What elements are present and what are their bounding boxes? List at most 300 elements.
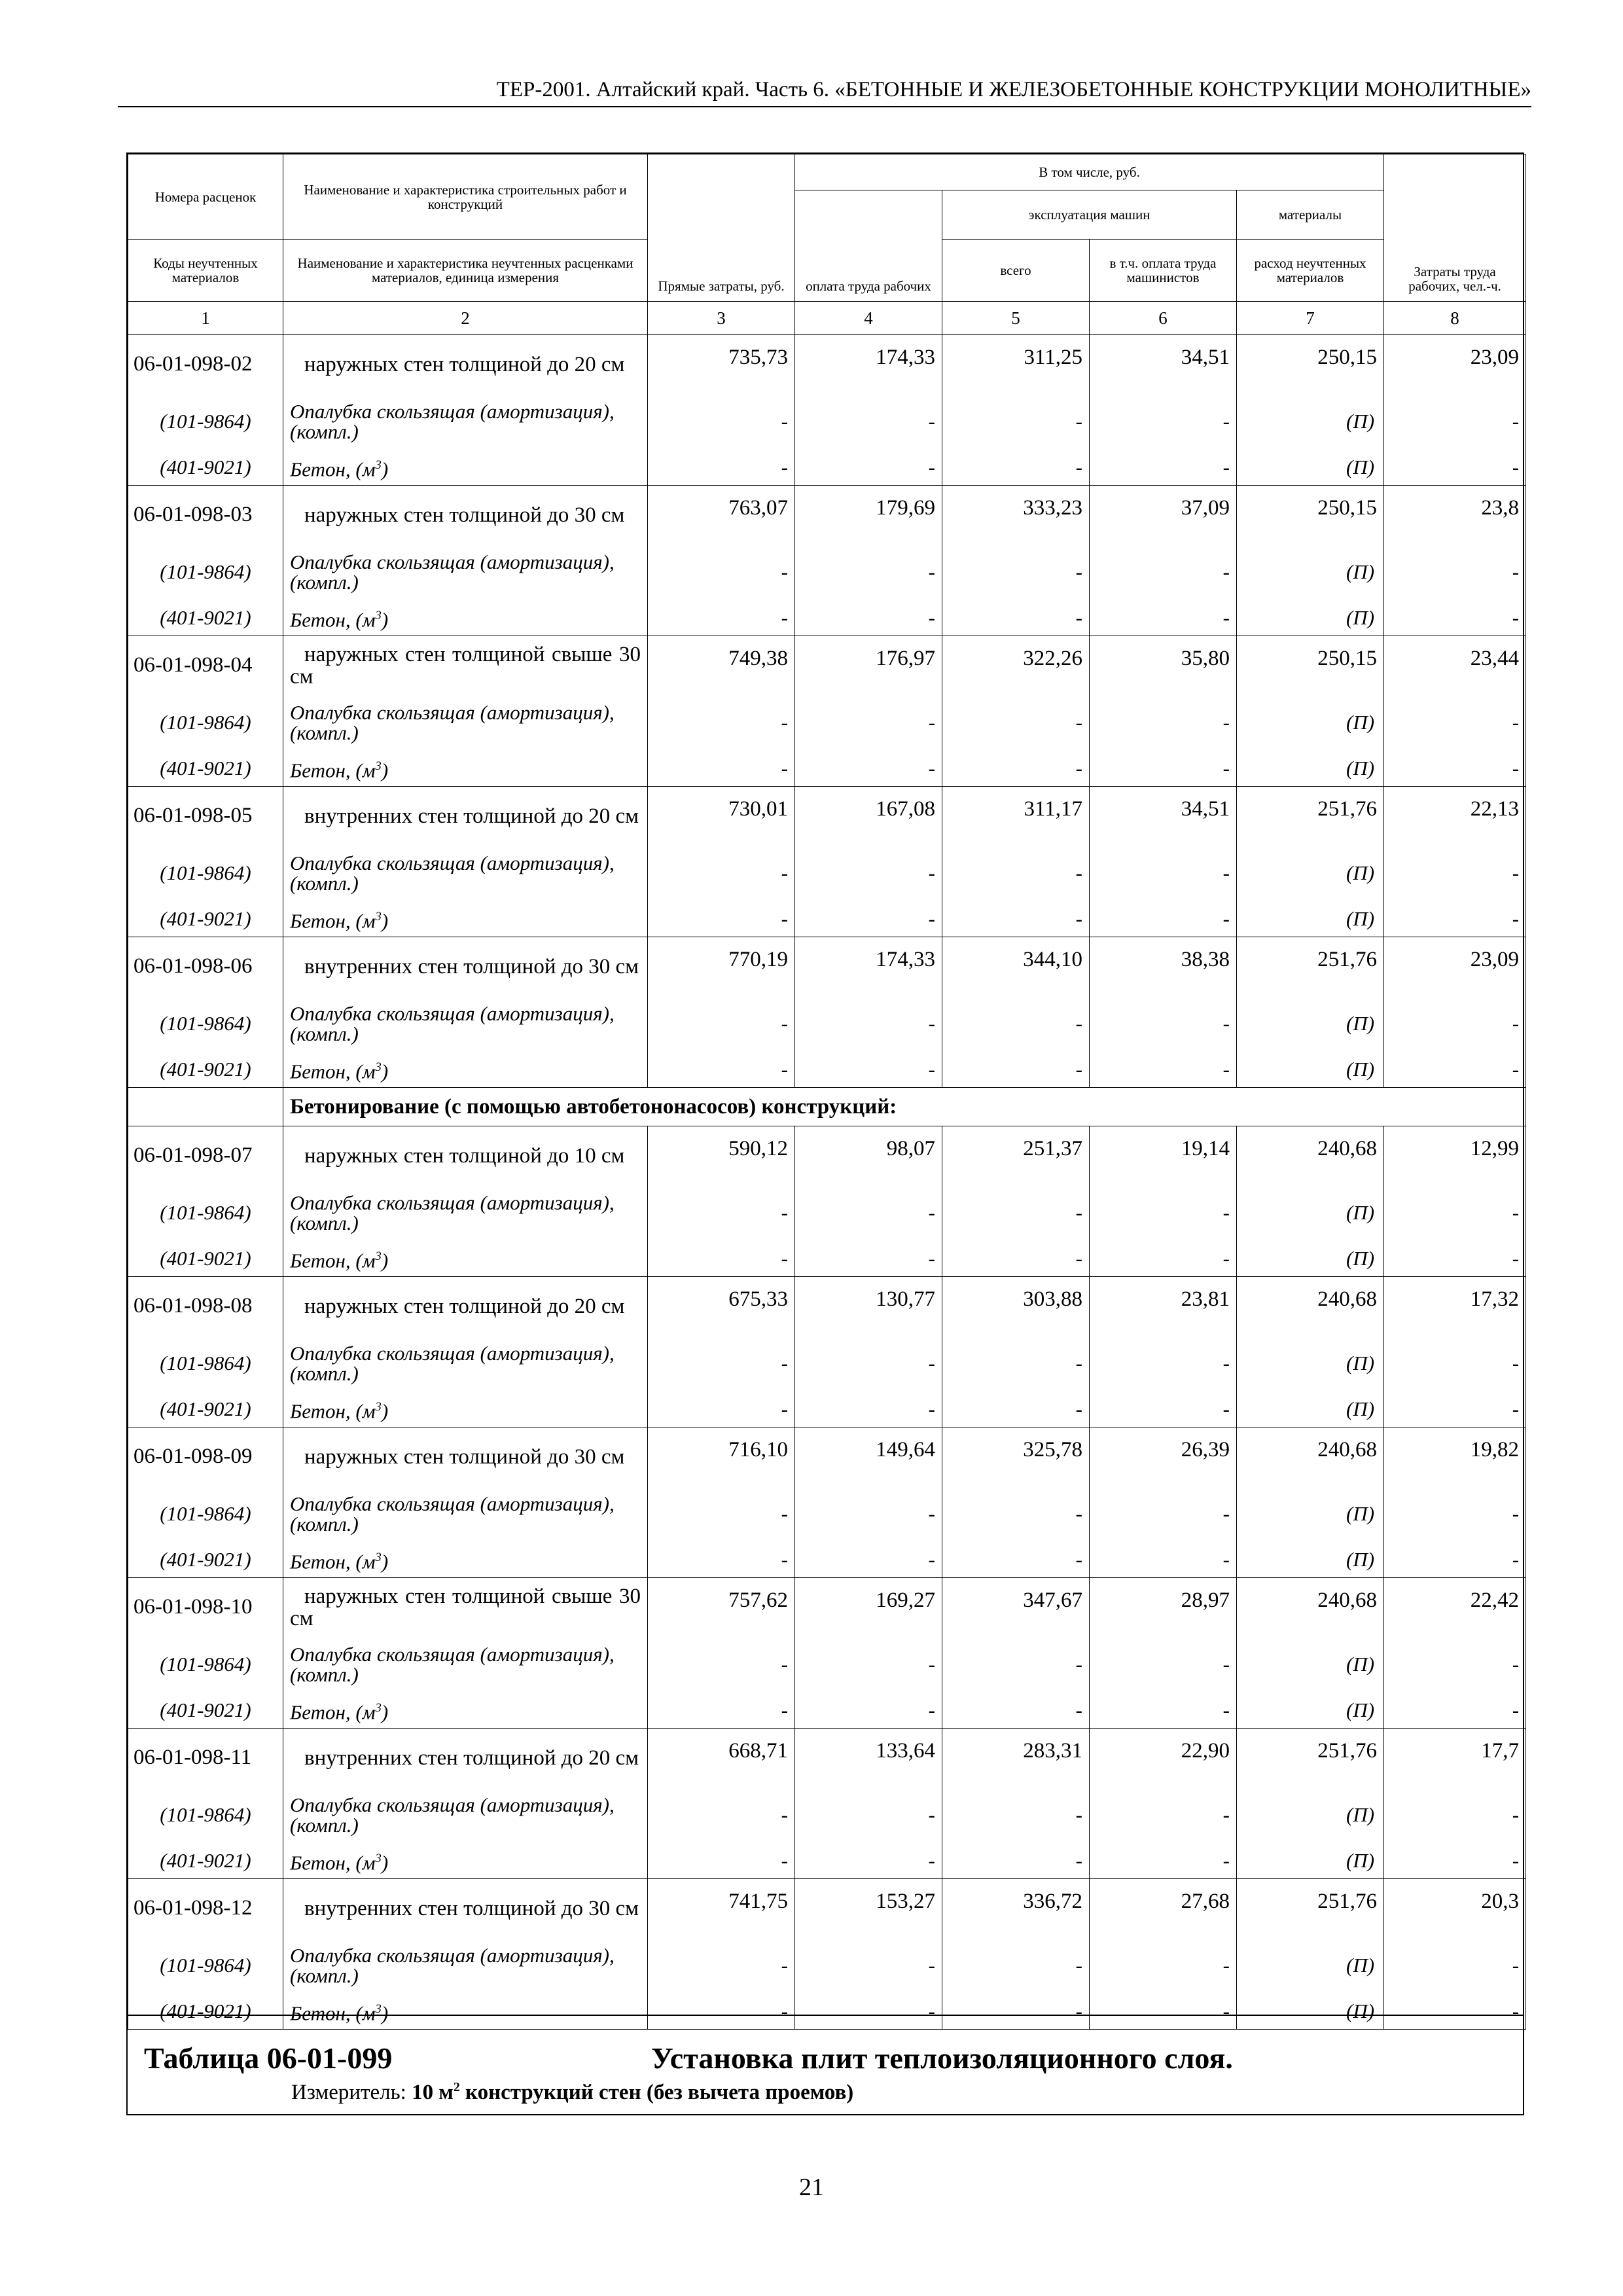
material-value: - (795, 751, 942, 787)
col1-header-top: Номера расценок (128, 154, 283, 240)
material-value: - (1384, 751, 1526, 787)
material-name: Бетон, $(м^3)$ (283, 1241, 648, 1277)
material-code: (101-9864) (128, 996, 283, 1052)
rate-value: 675,33 (648, 1277, 795, 1336)
rate-value: 333,23 (942, 486, 1090, 545)
material-value: - (795, 1843, 942, 1879)
rate-value: 730,01 (648, 787, 795, 846)
material-row (128, 394, 1526, 450)
rate-value: 17,32 (1384, 1277, 1526, 1336)
material-value: - (1384, 1637, 1526, 1693)
material-value: - (942, 1241, 1090, 1277)
rate-name: наружных стен толщиной свыше 30 см (283, 1578, 648, 1637)
rate-value: 28,97 (1090, 1578, 1237, 1637)
material-value: - (648, 600, 795, 636)
material-value: - (942, 1637, 1090, 1693)
material-code: (101-9864) (128, 1938, 283, 1994)
page-number: 21 (799, 2174, 824, 2201)
material-name: Опалубка скользящая (амортизация), (компл.) (283, 394, 648, 450)
col4-header: оплата труда рабочих (795, 190, 942, 302)
rate-row (128, 486, 1526, 545)
material-row (128, 1637, 1526, 1693)
material-value: - (795, 1185, 942, 1241)
material-value: - (942, 394, 1090, 450)
material-value: (П) (1237, 1486, 1384, 1542)
material-code: (101-9864) (128, 1185, 283, 1241)
material-value: - (942, 901, 1090, 937)
table-header (128, 154, 1526, 335)
column-number: 1 (128, 302, 283, 335)
material-value: - (648, 695, 795, 751)
material-value: - (1384, 600, 1526, 636)
material-value: - (648, 996, 795, 1052)
material-value: - (942, 1994, 1090, 2030)
material-value: - (1384, 1994, 1526, 2030)
rate-value: 34,51 (1090, 335, 1237, 394)
rate-value: 763,07 (648, 486, 795, 545)
column-number: 2 (283, 302, 648, 335)
material-name: Опалубка скользящая (амортизация), (компл.) (283, 1486, 648, 1542)
rate-value: 251,76 (1237, 1729, 1384, 1787)
rate-value: 251,76 (1237, 937, 1384, 996)
material-value: - (648, 394, 795, 450)
material-value: - (1090, 1486, 1237, 1542)
material-name: Бетон, $(м^3)$ (283, 1693, 648, 1729)
rate-value: 130,77 (795, 1277, 942, 1336)
rate-value: 250,15 (1237, 486, 1384, 545)
material-value: (П) (1237, 1693, 1384, 1729)
material-name: Опалубка скользящая (амортизация), (компл.) (283, 695, 648, 751)
rate-value: 668,71 (648, 1729, 795, 1787)
material-code: (401-9021) (128, 1693, 283, 1729)
rate-name: внутренних стен толщиной до 20 см (283, 1729, 648, 1787)
material-value: - (1384, 695, 1526, 751)
material-code: (401-9021) (128, 1542, 283, 1578)
material-code: (401-9021) (128, 1391, 283, 1427)
material-code: (401-9021) (128, 1843, 283, 1879)
material-value: - (795, 1693, 942, 1729)
measure-label: Измеритель: (291, 2081, 406, 2104)
material-code: (401-9021) (128, 901, 283, 937)
material-value: (П) (1237, 1938, 1384, 1994)
material-value: - (648, 1693, 795, 1729)
col2-header-top: Наименование и характеристика строительных работ и конструкций (283, 154, 648, 240)
rate-value: 22,42 (1384, 1578, 1526, 1637)
column-number: 4 (795, 302, 942, 335)
rate-row (128, 1729, 1526, 1787)
rate-code: 06-01-098-07 (128, 1126, 283, 1185)
material-code: (401-9021) (128, 751, 283, 787)
material-value: - (1384, 846, 1526, 901)
material-value: - (1384, 450, 1526, 486)
next-table-block (126, 2015, 1524, 2115)
material-value: - (795, 901, 942, 937)
rate-code: 06-01-098-02 (128, 335, 283, 394)
rate-name: внутренних стен толщиной до 30 см (283, 1879, 648, 1938)
rate-value: 251,76 (1237, 1879, 1384, 1938)
rate-value: 322,26 (942, 636, 1090, 695)
material-row (128, 1486, 1526, 1542)
col8-header: Затраты труда рабочих, чел.-ч. (1384, 154, 1526, 302)
rate-value: 179,69 (795, 486, 942, 545)
material-code: (401-9021) (128, 1241, 283, 1277)
material-value: - (648, 1336, 795, 1391)
rate-row (128, 787, 1526, 846)
rate-name: наружных стен толщиной до 20 см (283, 335, 648, 394)
material-row (128, 751, 1526, 787)
material-value: - (648, 901, 795, 937)
rate-value: 251,76 (1237, 787, 1384, 846)
material-name: Опалубка скользящая (амортизация), (компл.) (283, 1637, 648, 1693)
group-header: В том числе, руб. (795, 154, 1384, 190)
material-row (128, 545, 1526, 600)
material-value: - (795, 394, 942, 450)
rate-name: наружных стен толщиной до 20 см (283, 1277, 648, 1336)
material-value: - (648, 1185, 795, 1241)
material-value: - (1090, 751, 1237, 787)
material-value: - (795, 1994, 942, 2030)
column-number: 8 (1384, 302, 1526, 335)
rate-row (128, 636, 1526, 695)
material-value: (П) (1237, 394, 1384, 450)
material-row (128, 600, 1526, 636)
material-row (128, 996, 1526, 1052)
material-name: Опалубка скользящая (амортизация), (компл.) (283, 846, 648, 901)
rate-code: 06-01-098-11 (128, 1729, 283, 1787)
material-code: (101-9864) (128, 695, 283, 751)
rate-name: внутренних стен толщиной до 20 см (283, 787, 648, 846)
rate-value: 311,17 (942, 787, 1090, 846)
rate-row (128, 335, 1526, 394)
rate-value: 716,10 (648, 1427, 795, 1486)
rate-value: 133,64 (795, 1729, 942, 1787)
material-code: (101-9864) (128, 1637, 283, 1693)
rate-value: 38,38 (1090, 937, 1237, 996)
rate-value: 23,09 (1384, 937, 1526, 996)
rate-row (128, 937, 1526, 996)
section-heading: Бетонирование (с помощью автобетононасосов) конструкций: (283, 1088, 1526, 1126)
material-row (128, 1787, 1526, 1843)
column-numbers-row (128, 302, 1526, 335)
material-value: - (1384, 1185, 1526, 1241)
material-row (128, 1843, 1526, 1879)
material-value: - (942, 450, 1090, 486)
material-row (128, 1391, 1526, 1427)
rate-code: 06-01-098-08 (128, 1277, 283, 1336)
rate-value: 19,82 (1384, 1427, 1526, 1486)
rate-value: 240,68 (1237, 1578, 1384, 1637)
rate-value: 34,51 (1090, 787, 1237, 846)
material-value: - (648, 1052, 795, 1088)
material-value: - (795, 1391, 942, 1427)
material-name: Опалубка скользящая (амортизация), (компл.) (283, 545, 648, 600)
rate-value: 347,67 (942, 1578, 1090, 1637)
rate-value: 20,3 (1384, 1879, 1526, 1938)
material-name: Бетон, $(м^3)$ (283, 600, 648, 636)
material-value: (П) (1237, 751, 1384, 787)
material-value: (П) (1237, 1994, 1384, 2030)
rate-row (128, 1578, 1526, 1637)
material-value: - (1384, 1486, 1526, 1542)
rate-value: 149,64 (795, 1427, 942, 1486)
rate-value: 735,73 (648, 335, 795, 394)
material-value: - (648, 751, 795, 787)
rate-value: 23,09 (1384, 335, 1526, 394)
material-row (128, 846, 1526, 901)
rate-value: 23,8 (1384, 486, 1526, 545)
material-value: - (795, 1637, 942, 1693)
material-value: (П) (1237, 450, 1384, 486)
material-value: - (1090, 394, 1237, 450)
rate-row (128, 1277, 1526, 1336)
rate-code: 06-01-098-03 (128, 486, 283, 545)
material-value: - (795, 695, 942, 751)
material-row (128, 1185, 1526, 1241)
rate-row (128, 1427, 1526, 1486)
material-value: - (795, 1787, 942, 1843)
material-code: (101-9864) (128, 545, 283, 600)
col7-header: расход неучтенных материалов (1237, 240, 1384, 302)
material-value: (П) (1237, 545, 1384, 600)
rate-name: наружных стен толщиной до 10 см (283, 1126, 648, 1185)
rate-value: 336,72 (942, 1879, 1090, 1938)
material-value: - (1090, 1336, 1237, 1391)
rate-value: 250,15 (1237, 636, 1384, 695)
rate-code: 06-01-098-04 (128, 636, 283, 695)
material-name: Бетон, $(м^3)$ (283, 1843, 648, 1879)
material-name: Бетон, $(м^3)$ (283, 901, 648, 937)
rate-value: 770,19 (648, 937, 795, 996)
material-value: - (1384, 996, 1526, 1052)
material-value: - (942, 1843, 1090, 1879)
material-value: - (942, 1542, 1090, 1578)
material-name: Опалубка скользящая (амортизация), (компл.) (283, 1336, 648, 1391)
material-value: - (942, 751, 1090, 787)
material-row (128, 1693, 1526, 1729)
material-value: (П) (1237, 1787, 1384, 1843)
material-value: - (795, 1486, 942, 1542)
material-value: - (1090, 1693, 1237, 1729)
rate-value: 174,33 (795, 335, 942, 394)
material-value: (П) (1237, 1336, 1384, 1391)
rate-value: 153,27 (795, 1879, 942, 1938)
material-value: - (942, 600, 1090, 636)
material-value: - (1384, 545, 1526, 600)
rate-value: 37,09 (1090, 486, 1237, 545)
material-value: - (942, 996, 1090, 1052)
material-name: Бетон, $(м^3)$ (283, 1542, 648, 1578)
material-value: - (1090, 1241, 1237, 1277)
material-row (128, 1938, 1526, 1994)
material-code: (401-9021) (128, 450, 283, 486)
material-value: - (1384, 1938, 1526, 1994)
col2-header-bottom: Наименование и характеристика неучтенных расценками материалов, единица измерения (283, 240, 648, 302)
material-value: - (1090, 846, 1237, 901)
material-code: (101-9864) (128, 394, 283, 450)
rate-value: 176,97 (795, 636, 942, 695)
rate-value: 17,7 (1384, 1729, 1526, 1787)
material-name: Бетон, $(м^3)$ (283, 1052, 648, 1088)
material-value: - (1090, 1052, 1237, 1088)
material-code: (101-9864) (128, 1486, 283, 1542)
material-value: (П) (1237, 1241, 1384, 1277)
column-number: 7 (1237, 302, 1384, 335)
rate-value: 311,25 (942, 335, 1090, 394)
material-value: - (1090, 450, 1237, 486)
material-value: - (1384, 1336, 1526, 1391)
material-value: - (942, 846, 1090, 901)
rate-name: внутренних стен толщиной до 30 см (283, 937, 648, 996)
material-row (128, 1052, 1526, 1088)
material-value: (П) (1237, 996, 1384, 1052)
rate-value: 749,38 (648, 636, 795, 695)
measure-line (291, 2080, 853, 2105)
rate-value: 174,33 (795, 937, 942, 996)
material-value: - (1090, 695, 1237, 751)
material-value: - (1090, 1542, 1237, 1578)
material-value: - (648, 1486, 795, 1542)
material-value: - (1384, 1787, 1526, 1843)
material-value: (П) (1237, 600, 1384, 636)
rate-value: 240,68 (1237, 1277, 1384, 1336)
material-value: (П) (1237, 1052, 1384, 1088)
col5-header: всего (942, 240, 1090, 302)
material-value: - (1384, 1052, 1526, 1088)
rate-value: 325,78 (942, 1427, 1090, 1486)
material-value: (П) (1237, 695, 1384, 751)
rate-value: 27,68 (1090, 1879, 1237, 1938)
rate-value: 22,90 (1090, 1729, 1237, 1787)
material-name: Бетон, $(м^3)$ (283, 1994, 648, 2030)
material-value: (П) (1237, 1637, 1384, 1693)
material-value: - (648, 1843, 795, 1879)
rate-value: 35,80 (1090, 636, 1237, 695)
column-number: 6 (1090, 302, 1237, 335)
rate-value: 344,10 (942, 937, 1090, 996)
material-value: - (648, 1994, 795, 2030)
material-value: - (1090, 901, 1237, 937)
rate-code: 06-01-098-06 (128, 937, 283, 996)
section-heading-row (128, 1088, 1526, 1126)
next-table-title: Установка плит теплоизоляционного слоя. (651, 2041, 1233, 2075)
document-header: ТЕР-2001. Алтайский край. Часть 6. «БЕТОННЫЕ И ЖЕЛЕЗОБЕТОННЫЕ КОНСТРУКЦИИ МОНОЛИТНЫЕ» (118, 73, 1531, 107)
material-value: - (942, 1391, 1090, 1427)
material-value: - (1384, 1391, 1526, 1427)
material-name: Опалубка скользящая (амортизация), (компл.) (283, 1938, 648, 1994)
rate-name: наружных стен толщиной до 30 см (283, 1427, 648, 1486)
rate-value: 283,31 (942, 1729, 1090, 1787)
material-code: (101-9864) (128, 846, 283, 901)
material-value: - (1090, 1185, 1237, 1241)
rate-code: 06-01-098-09 (128, 1427, 283, 1486)
material-value: - (795, 545, 942, 600)
material-value: - (1090, 545, 1237, 600)
rate-value: 169,27 (795, 1578, 942, 1637)
material-code: (101-9864) (128, 1787, 283, 1843)
rate-code: 06-01-098-10 (128, 1578, 283, 1637)
material-value: - (1090, 996, 1237, 1052)
rate-name: наружных стен толщиной до 30 см (283, 486, 648, 545)
col3-header: Прямые затраты, руб. (648, 154, 795, 302)
rate-value: 98,07 (795, 1126, 942, 1185)
material-value: - (1384, 394, 1526, 450)
material-value: - (942, 1938, 1090, 1994)
material-value: - (648, 1637, 795, 1693)
material-value: - (942, 545, 1090, 600)
col1-header-bottom: Коды неучтенных материалов (128, 240, 283, 302)
material-value: (П) (1237, 901, 1384, 937)
material-row (128, 1542, 1526, 1578)
table-body-a (128, 335, 1526, 1088)
material-name: Бетон, $(м^3)$ (283, 1391, 648, 1427)
rate-value: 240,68 (1237, 1126, 1384, 1185)
rate-value: 741,75 (648, 1879, 795, 1938)
material-value: (П) (1237, 1391, 1384, 1427)
material-code: (101-9864) (128, 1336, 283, 1391)
material-value: - (1090, 1787, 1237, 1843)
col6-header: в т.ч. оплата труда машинистов (1090, 240, 1237, 302)
rate-value: 23,44 (1384, 636, 1526, 695)
material-value: (П) (1237, 846, 1384, 901)
material-value: - (1384, 1241, 1526, 1277)
material-value: - (648, 1938, 795, 1994)
material-code: (401-9021) (128, 1052, 283, 1088)
material-value: - (942, 1693, 1090, 1729)
rate-value: 22,13 (1384, 787, 1526, 846)
material-row (128, 695, 1526, 751)
rate-row (128, 1126, 1526, 1185)
material-value: - (1090, 1637, 1237, 1693)
material-value: - (942, 1336, 1090, 1391)
material-value: - (795, 996, 942, 1052)
section-row-group (128, 1088, 1526, 1126)
material-value: - (795, 1938, 942, 1994)
price-table-grid (128, 154, 1526, 2030)
material-value: - (648, 1241, 795, 1277)
materials-header: материалы (1237, 190, 1384, 240)
rate-value: 12,99 (1384, 1126, 1526, 1185)
material-value: (П) (1237, 1843, 1384, 1879)
material-value: (П) (1237, 1185, 1384, 1241)
material-value: - (795, 450, 942, 486)
material-value: - (1090, 1938, 1237, 1994)
rate-value: 757,62 (648, 1578, 795, 1637)
rate-value: 590,12 (648, 1126, 795, 1185)
material-value: - (1090, 1391, 1237, 1427)
rate-value: 26,39 (1090, 1427, 1237, 1486)
rate-code: 06-01-098-05 (128, 787, 283, 846)
material-value: - (1090, 1994, 1237, 2030)
measure-value: 10 $м^2$ конструкций стен (без вычета проемов) (412, 2080, 854, 2104)
material-value: - (942, 1486, 1090, 1542)
material-value: - (942, 1185, 1090, 1241)
price-table (126, 152, 1524, 2115)
material-row (128, 901, 1526, 937)
material-value: - (1384, 1693, 1526, 1729)
material-name: Опалубка скользящая (амортизация), (компл.) (283, 996, 648, 1052)
column-number: 3 (648, 302, 795, 335)
material-value: - (648, 846, 795, 901)
material-name: Бетон, $(м^3)$ (283, 450, 648, 486)
material-value: - (795, 1241, 942, 1277)
material-name: Бетон, $(м^3)$ (283, 751, 648, 787)
rate-value: 167,08 (795, 787, 942, 846)
material-name: Опалубка скользящая (амортизация), (компл.) (283, 1185, 648, 1241)
rate-value: 303,88 (942, 1277, 1090, 1336)
material-code: (401-9021) (128, 600, 283, 636)
machines-header: эксплуатация машин (942, 190, 1237, 240)
material-value: - (1384, 1542, 1526, 1578)
